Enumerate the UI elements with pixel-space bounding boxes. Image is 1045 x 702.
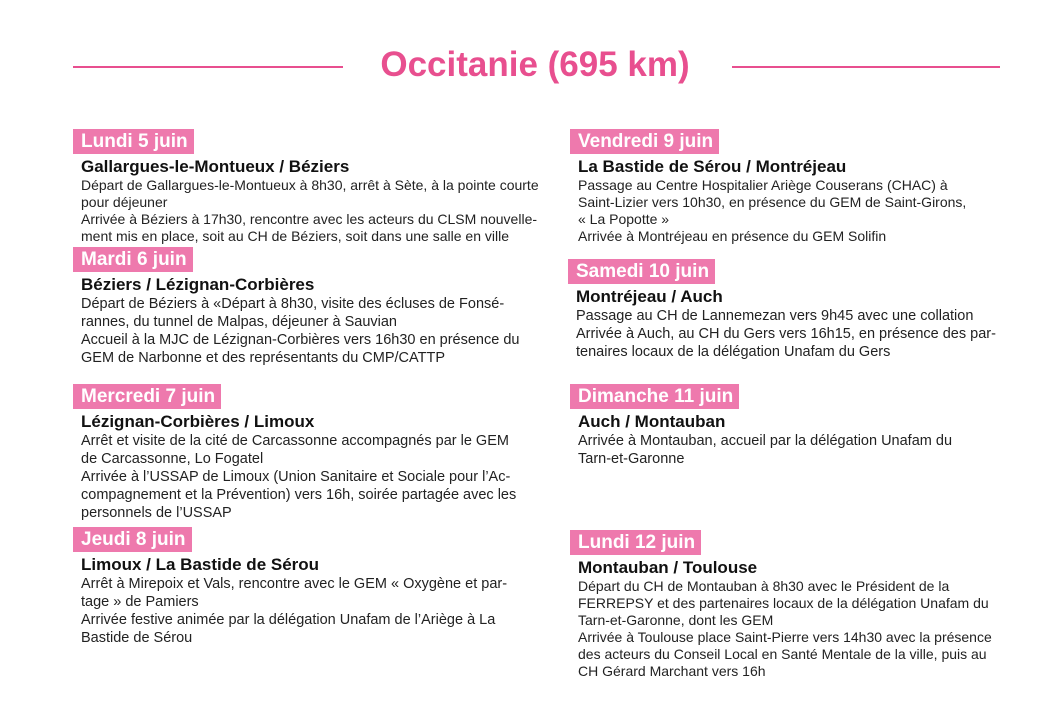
day-label: Samedi 10 juin	[568, 259, 715, 284]
description-line: « La Popotte »	[578, 211, 670, 227]
title-rule-right	[732, 66, 1000, 68]
stage-description	[568, 307, 996, 361]
description-line: tage » de Pamiers	[81, 594, 199, 610]
stage-left-0	[73, 129, 539, 245]
route-title: Lézignan-Corbières / Limoux	[81, 412, 315, 431]
description-line: Arrivée à Toulouse place Saint-Pierre vers 14h30 avec la présence	[578, 629, 992, 645]
day-label: Jeudi 8 juin	[73, 527, 192, 552]
stage-description	[570, 177, 966, 245]
description-line: tenaires locaux de la délégation Unafam du Gers	[576, 344, 891, 360]
stage-right-1	[568, 259, 996, 361]
day-label: Lundi 12 juin	[570, 530, 701, 555]
description-line: pour déjeuner	[81, 194, 168, 210]
description-line: compagnement et la Prévention) vers 16h, soirée partagée avec les	[81, 487, 517, 503]
day-label: Lundi 5 juin	[73, 129, 194, 154]
stage-left-3	[73, 527, 507, 647]
stage-description	[73, 177, 539, 245]
day-label: Mardi 6 juin	[73, 247, 193, 272]
stage-left-2	[73, 384, 516, 522]
route-title: Auch / Montauban	[578, 412, 726, 431]
description-line: personnels de l’USSAP	[81, 505, 232, 521]
stage-right-2	[570, 384, 952, 468]
title-row	[0, 40, 1045, 90]
stage-right-0	[570, 129, 966, 245]
description-line: Tarn-et-Garonne, dont les GEM	[578, 612, 774, 628]
stage-description	[570, 578, 992, 680]
route-title: Béziers / Lézignan-Corbières	[81, 275, 315, 294]
stage-description	[73, 295, 519, 367]
stage-right-3	[570, 530, 992, 680]
description-line: Accueil à la MJC de Lézignan-Corbières vers 16h30 en présence du	[81, 332, 520, 348]
description-line: Arrivée festive animée par la délégation Unafam de l’Ariège à La	[81, 612, 496, 628]
day-label: Vendredi 9 juin	[570, 129, 719, 154]
description-line: FERREPSY et des partenaires locaux de la délégation Unafam du	[578, 595, 989, 611]
description-line: Départ de Gallargues-le-Montueux à 8h30, arrêt à Sète, à la pointe courte	[81, 177, 539, 193]
route-title: Montauban / Toulouse	[578, 558, 758, 577]
route-title: Limoux / La Bastide de Sérou	[81, 555, 320, 574]
description-line: CH Gérard Marchant vers 16h	[578, 663, 766, 679]
description-line: Arrivée à Auch, au CH du Gers vers 16h15, en présence des par-	[576, 326, 996, 342]
description-line: Tarn-et-Garonne	[578, 451, 685, 467]
description-line: Arrivée à Montréjeau en présence du GEM Solifin	[578, 228, 887, 244]
description-line: Départ de Béziers à «Départ à 8h30, visite des écluses de Fonsé-	[81, 296, 505, 312]
page-title: Occitanie (695 km)	[380, 45, 690, 84]
description-line: Passage au Centre Hospitalier Ariège Couserans (CHAC) à	[578, 177, 948, 193]
description-line: ment mis en place, soit au CH de Béziers, soit dans une salle en ville	[81, 228, 509, 244]
description-line: GEM de Narbonne et des représentants du CMP/CATTP	[81, 350, 446, 366]
stage-description	[73, 575, 507, 647]
description-line: Bastide de Sérou	[81, 630, 193, 646]
description-line: Départ du CH de Montauban à 8h30 avec le Président de la	[578, 578, 950, 594]
description-line: rannes, du tunnel de Malpas, déjeuner à Sauvian	[81, 314, 397, 330]
description-line: Passage au CH de Lannemezan vers 9h45 avec une collation	[576, 308, 974, 324]
description-line: Saint-Lizier vers 10h30, en présence du GEM de Saint-Girons,	[578, 194, 967, 210]
route-title: La Bastide de Sérou / Montréjeau	[578, 157, 847, 176]
stage-description	[570, 432, 952, 468]
route-title: Gallargues-le-Montueux / Béziers	[81, 157, 350, 176]
description-line: de Carcassonne, Lo Fogatel	[81, 451, 264, 467]
description-line: Arrivée à Béziers à 17h30, rencontre avec les acteurs du CLSM nouvelle-	[81, 211, 538, 227]
title-rule-left	[73, 66, 343, 68]
stage-description	[73, 432, 516, 522]
stage-left-1	[73, 247, 519, 367]
description-line: Arrivée à Montauban, accueil par la délégation Unafam du	[578, 433, 953, 449]
route-title: Montréjeau / Auch	[576, 287, 723, 306]
day-label: Mercredi 7 juin	[73, 384, 221, 409]
description-line: Arrivée à l’USSAP de Limoux (Union Sanitaire et Sociale pour l’Ac-	[81, 469, 511, 485]
description-line: Arrêt et visite de la cité de Carcassonne accompagnés par le GEM	[81, 433, 509, 449]
description-line: Arrêt à Mirepoix et Vals, rencontre avec le GEM « Oxygène et par-	[81, 576, 508, 592]
description-line: des acteurs du Conseil Local en Santé Mentale de la ville, puis au	[578, 646, 987, 662]
day-label: Dimanche 11 juin	[570, 384, 739, 409]
